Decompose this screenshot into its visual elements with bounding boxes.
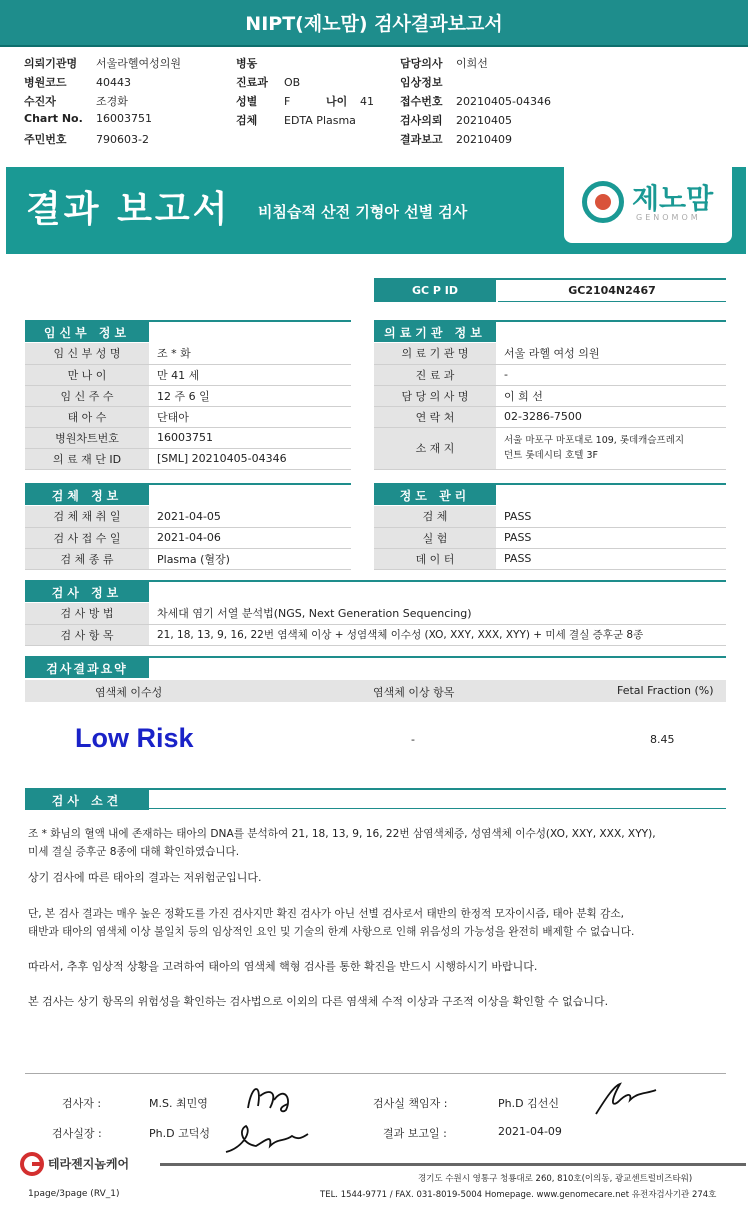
table-row [25,343,351,364]
opinion-paragraph [28,905,728,941]
header-key: 검사의뢰 [400,114,443,127]
tester-signature [240,1078,300,1118]
field-label: 소 재 지 [374,427,496,469]
opinion-paragraph: 본 검사는 상기 항목의 위험성을 확인하는 검사법으로 이외의 다른 염색체 수적 이상과 구조적 이상을 확인할 수 없습니다. [28,995,609,1008]
head-name: Ph.D 고덕성 [149,1127,210,1140]
column-header: 염색체 이상 항목 [373,686,455,699]
field-label: 실 험 [374,527,496,548]
header-value: 20210405 [456,114,512,127]
header-key: 진료과 [236,76,268,89]
summary-header-row [25,680,726,702]
report-title: NIPT(제노맘) 검사결과보고서 [0,0,748,47]
gcp-id-value: GC2104N2467 [498,280,726,302]
field-value: 단태아 [149,406,351,427]
field-label: 데 이 터 [374,548,496,569]
company-name: 테라젠지놈케어 [48,1157,130,1171]
fetal-fraction-value: 8.45 [650,733,675,746]
page-number: 1page/3page (RV_1) [28,1189,120,1199]
field-label: 의 료 기 관 명 [374,343,496,364]
field-value: PASS [496,548,726,569]
header-key: 주민번호 [24,133,67,146]
table-row [25,385,351,406]
field-label: 만 나 이 [25,364,149,385]
abnormal-items-value: - [411,733,415,746]
opinion-line: 단, 본 검사 결과는 매우 높은 정확도를 가진 검사지만 확진 검사가 아닌 선별 검사로서 태반의 한정적 모자이시즘, 태아 분획 감소, [28,908,624,920]
field-label: 임 신 부 성 명 [25,343,149,364]
field-value: 2021-04-06 [149,527,351,548]
footer-address: 경기도 수원시 영통구 청룡대로 260, 810호(이의동, 광교센트럴비즈타워) [418,1174,693,1184]
section-quality-control: 정도 관리 [374,485,496,505]
age-value: 41 [360,95,374,108]
field-value: 만 41 세 [149,364,351,385]
header-key: 접수번호 [400,95,443,108]
field-value: PASS [496,527,726,548]
header-value: 20210409 [456,133,512,146]
section-test-info: 검사 정보 [25,582,149,602]
table-row [25,448,351,469]
age-label: 나이 [326,95,348,108]
report-date-label: 결과 보고일 : [383,1127,447,1140]
tester-label: 검사자 : [62,1097,102,1110]
field-value: 2021-04-05 [149,506,351,527]
field-label: 태 아 수 [25,406,149,427]
header-value: 서울라헬여성의원 [96,57,182,70]
header-value: EDTA Plasma [284,114,356,127]
field-label: 연 락 처 [374,406,496,427]
divider [25,808,726,809]
chief-name: Ph.D 김선신 [498,1097,559,1110]
field-label: 담 당 의 사 명 [374,385,496,406]
table-row [25,548,351,569]
chief-label: 검사실 책임자 : [373,1097,448,1110]
header-key: 결과보고 [400,133,443,146]
specimen-info-table [25,506,351,570]
section-specimen-info: 검체 정보 [25,485,149,505]
field-label: 검 사 접 수 일 [25,527,149,548]
header-key: 수진자 [24,95,56,108]
table-row [25,427,351,448]
field-label: 검 체 [374,506,496,527]
field-value: 21, 18, 13, 9, 16, 22번 염색체 이상 + 성염색체 이수성 (XO, XXY, XXX, XYY) + 미세 결실 증후군 8종 [149,624,726,645]
risk-result: Low Risk [75,723,194,753]
gcp-id-label: GC P ID [374,280,496,302]
field-label: 병원차트번호 [25,427,149,448]
opinion-paragraph [28,825,728,861]
field-label: 검 사 방 법 [25,603,149,624]
header-col2 [236,55,374,131]
table-row [374,548,726,569]
table-row [374,343,726,364]
opinion-paragraph: 따라서, 추후 임상적 상황을 고려하여 태아의 염색체 핵형 검사를 통한 확진을 반드시 시행하시기 바랍니다. [28,960,538,973]
header-key: 병동 [236,57,258,70]
header-value: 40443 [96,76,131,89]
column-header: Fetal Fraction (%) [617,684,714,697]
header-value: 20210405-04346 [456,95,551,108]
field-label: 임 신 주 수 [25,385,149,406]
section-opinion: 검사 소견 [25,790,149,810]
field-label: 진 료 과 [374,364,496,385]
header-value: 이희선 [456,57,488,70]
opinion-paragraph: 상기 검사에 따른 태아의 결과는 저위험군입니다. [28,871,262,884]
header-key: 병원코드 [24,76,67,89]
field-label: 검 체 종 류 [25,548,149,569]
header-key: Chart No. [24,112,83,125]
header-key: 임상정보 [400,76,443,89]
header-key: 의뢰기관명 [24,57,78,70]
table-row [374,406,726,427]
header-value: 790603-2 [96,133,149,146]
logo-name: 제노맘 [632,182,714,215]
divider [25,1073,726,1074]
field-value: 조 * 화 [149,343,351,364]
header-col1 [24,55,181,150]
header-value: 16003751 [96,112,152,125]
genomom-logo-icon [582,181,624,223]
column-header: 염색체 이수성 [95,686,163,699]
mother-info-table [25,343,351,470]
chief-signature [590,1078,660,1118]
banner-subtitle: 비침습적 산전 기형아 선별 검사 [258,203,468,221]
field-value: 12 주 6 일 [149,385,351,406]
header-key: 담당의사 [400,57,443,70]
opinion-line: 미세 결실 증후군 8종에 대해 확인하였습니다. [28,846,240,858]
field-value: 16003751 [149,427,351,448]
header-value: 조경화 [96,95,128,108]
tester-name: M.S. 최민영 [149,1097,208,1110]
field-value [496,427,726,469]
result-banner [6,167,746,254]
field-value: 차세대 염기 서열 분석법(NGS, Next Generation Sequencing) [149,603,726,624]
table-row [25,603,726,624]
table-row [25,527,351,548]
header-key: 검체 [236,114,258,127]
header-value: OB [284,76,301,89]
address-line: 던트 롯데시티 호텔 3F [504,450,598,461]
field-label: 검 사 항 목 [25,624,149,645]
logo-subtext: GENOMOM [636,213,701,222]
head-label: 검사실장 : [52,1127,102,1140]
genomom-logo [564,167,732,243]
table-row [25,406,351,427]
header-value: F [284,95,291,108]
field-value: 서울 라헬 여성 의원 [496,343,726,364]
field-value: [SML] 20210405-04346 [149,448,351,469]
report-date-value: 2021-04-09 [498,1125,562,1138]
section-mother-info: 임신부 정보 [25,322,149,342]
test-info-table [25,603,726,646]
opinion-line: 조 * 화님의 혈액 내에 존재하는 태아의 DNA를 분석하여 21, 18, 13, 9, 16, 22번 삼염색체증, 성염색체 이수성(XO, XXY, XXX, XYY), [28,828,656,840]
table-row [374,385,726,406]
table-row [25,506,351,527]
field-value: 02-3286-7500 [496,406,726,427]
field-value: - [496,364,726,385]
section-result-summary: 검사결과요약 [25,658,149,678]
divider [160,1163,746,1166]
table-row [374,427,726,469]
header-col3 [400,55,551,150]
table-row [25,364,351,385]
footer-contact: TEL. 1544-9771 / FAX. 031-8019-5004 Homepage. www.genomecare.net 유전자검사기관 274호 [320,1190,717,1200]
table-row [374,506,726,527]
table-row [374,527,726,548]
section-clinic-info: 의료기관 정보 [374,322,496,342]
opinion-line: 태반과 태아의 염색체 이상 불일치 등의 임상적인 요인 및 기술의 한계 사항으로 인해 위음성의 가능성을 완전히 배제할 수 없습니다. [28,926,635,938]
terragen-logo-icon [20,1152,44,1176]
field-value: 이 희 선 [496,385,726,406]
field-value: Plasma (혈장) [149,548,351,569]
address-line: 서울 마포구 마포대로 109, 롯데캐슬프레지 [504,435,685,446]
field-value: PASS [496,506,726,527]
head-signature [222,1118,312,1158]
field-label: 의 료 재 단 ID [25,448,149,469]
qc-table [374,506,726,570]
table-row [374,364,726,385]
field-label: 검 체 채 취 일 [25,506,149,527]
header-key: 성별 [236,95,258,108]
banner-title: 결과 보고서 [26,189,231,230]
table-row [25,624,726,645]
clinic-info-table [374,343,726,470]
